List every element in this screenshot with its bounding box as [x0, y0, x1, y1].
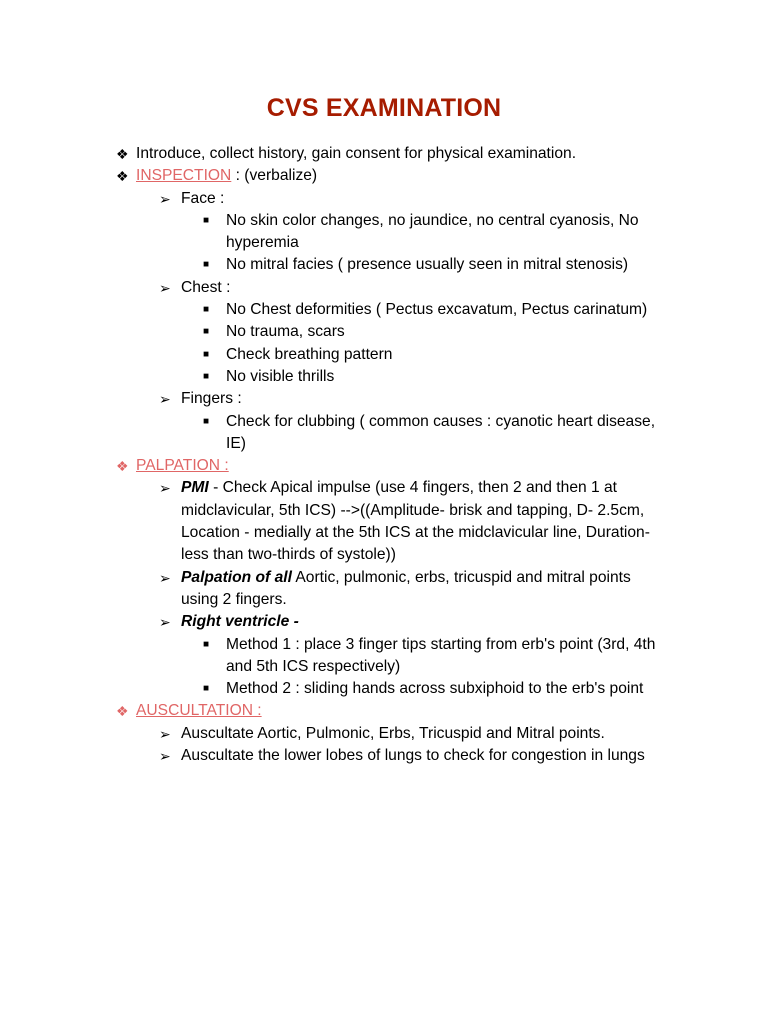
text-line: No skin color changes, no jaundice, no central cyanosis, No	[226, 211, 639, 229]
text-line: No mitral facies ( presence usually seen in mitral stenosis)	[226, 256, 629, 274]
face-label: Face :	[181, 189, 225, 207]
page-title: CVS EXAMINATION	[266, 94, 502, 122]
list-item-auscultation-2	[0, 745, 768, 767]
list-item-face-1	[0, 210, 768, 255]
square-bullet-icon: ■	[203, 214, 210, 226]
auscultation-heading: AUSCULTATION :	[136, 702, 262, 720]
list-item-right-ventricle	[0, 611, 768, 633]
square-bullet-icon: ■	[203, 415, 210, 427]
list-item-fingers-1	[0, 411, 768, 456]
text-line: No visible thrills	[226, 367, 335, 385]
text-line: hyperemia	[226, 234, 299, 252]
inspection-suffix: : (verbalize)	[231, 167, 318, 185]
list-item-chest-2	[0, 321, 768, 343]
square-bullet-icon: ■	[203, 370, 210, 382]
arrow-bullet-icon: ➢	[159, 748, 171, 765]
text-line: Method 1 : place 3 finger tips starting from erb's point (3rd, 4th	[226, 635, 656, 653]
square-bullet-icon: ■	[203, 304, 210, 316]
diamond-bullet-icon: ❖	[116, 168, 129, 185]
square-bullet-icon: ■	[203, 683, 210, 695]
text-line: IE)	[226, 434, 246, 452]
arrow-bullet-icon: ➢	[159, 480, 171, 497]
document-body	[0, 143, 768, 767]
list-item-chest-1	[0, 299, 768, 321]
list-item-chest	[0, 277, 768, 299]
arrow-bullet-icon: ➢	[159, 614, 171, 631]
inspection-heading: INSPECTION	[136, 167, 232, 185]
list-item-auscultation-1	[0, 723, 768, 745]
palpation-all-label: Palpation of all	[181, 568, 292, 586]
text-line: Check breathing pattern	[226, 345, 393, 363]
diamond-bullet-icon: ❖	[116, 458, 129, 475]
text-line: Aortic, pulmonic, erbs, tricuspid and mitral points	[291, 568, 631, 586]
list-item-fingers	[0, 388, 768, 410]
section-inspection	[0, 165, 768, 187]
text-line: using 2 fingers.	[181, 590, 287, 608]
intro-text: Introduce, collect history, gain consent for physical examination.	[136, 145, 577, 162]
arrow-bullet-icon: ➢	[159, 569, 171, 586]
list-item-intro	[0, 143, 768, 165]
square-bullet-icon: ■	[203, 259, 210, 271]
diamond-bullet-icon: ❖	[116, 146, 129, 162]
list-item-face-2	[0, 254, 768, 276]
section-palpation	[0, 455, 768, 477]
arrow-bullet-icon: ➢	[159, 391, 171, 408]
square-bullet-icon: ■	[203, 638, 210, 650]
arrow-bullet-icon: ➢	[159, 190, 171, 207]
text-line: Method 2 : sliding hands across subxiphoid to the erb's point	[226, 680, 644, 698]
list-item-chest-3	[0, 344, 768, 366]
list-item-chest-4	[0, 366, 768, 388]
list-item-pmi	[0, 477, 768, 566]
square-bullet-icon: ■	[203, 348, 210, 360]
square-bullet-icon: ■	[203, 326, 210, 338]
section-auscultation	[0, 700, 768, 722]
text-line: Location - medially at the 5th ICS at the midclavicular line, Duration-	[181, 524, 650, 542]
text-line: less than two-thirds of systole))	[181, 546, 396, 564]
text-line: midclavicular, 5th ICS) -->((Amplitude- brisk and tapping, D- 2.5cm,	[181, 501, 645, 519]
text-line: Auscultate Aortic, Pulmonic, Erbs, Tricuspid and Mitral points.	[181, 724, 605, 742]
arrow-bullet-icon: ➢	[159, 725, 171, 742]
text-line: - Check Apical impulse (use 4 fingers, then 2 and then 1 at	[208, 479, 618, 497]
text-line: Auscultate the lower lobes of lungs to check for congestion in lungs	[181, 747, 645, 765]
pmi-label: PMI	[181, 479, 209, 497]
list-item-face	[0, 188, 768, 210]
list-item-method-1	[0, 634, 768, 679]
text-line: No Chest deformities ( Pectus excavatum, Pectus carinatum)	[226, 301, 648, 319]
text-line: and 5th ICS respectively)	[226, 657, 401, 675]
diamond-bullet-icon: ❖	[116, 703, 129, 720]
chest-label: Chest :	[181, 278, 231, 296]
palpation-heading: PALPATION :	[136, 457, 229, 475]
list-item-method-2	[0, 678, 768, 700]
arrow-bullet-icon: ➢	[159, 279, 171, 296]
fingers-label: Fingers :	[181, 390, 242, 408]
list-item-palpation-all	[0, 567, 768, 612]
right-ventricle-label: Right ventricle -	[181, 613, 299, 631]
text-line: No trauma, scars	[226, 323, 345, 341]
text-line: Check for clubbing ( common causes : cyanotic heart disease,	[226, 412, 656, 430]
